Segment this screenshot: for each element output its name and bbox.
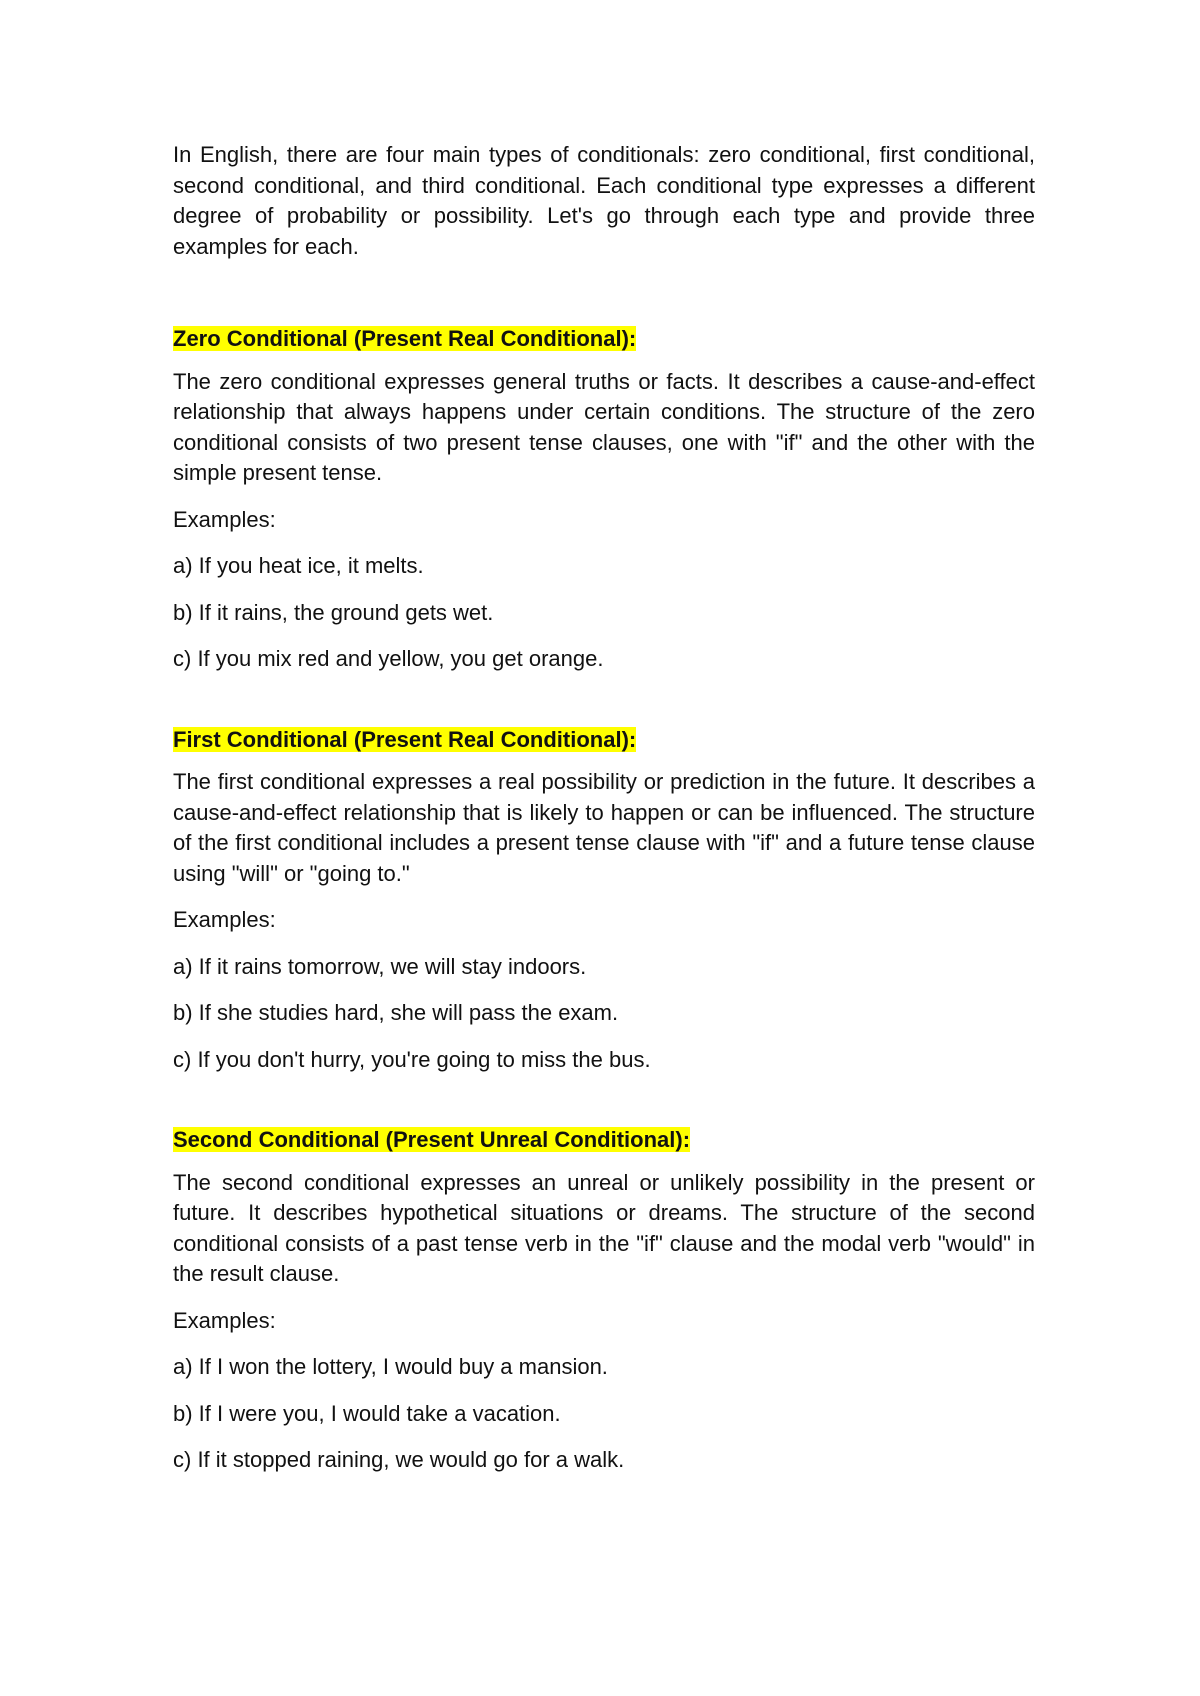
examples-label: Examples: [173, 506, 276, 532]
section-heading [173, 1125, 1035, 1156]
example-item: a) If I won the lottery, I would buy a mansion. [173, 1354, 608, 1379]
intro-paragraph: In English, there are four main types of conditionals: zero conditional, first conditional, second conditional, and third conditional. Each conditional type expresses a different degree of probability or possibility. Let's go through each type and provide three examples for each. [173, 142, 1035, 259]
section-first-conditional [173, 725, 1035, 1076]
section-zero-conditional [173, 324, 1035, 675]
section-description: The first conditional expresses a real possibility or prediction in the future. It describes a cause-and-effect relationship that is likely to happen or can be influenced. The structure of the first conditional includes a present tense clause with "if" and a future tense clause using "will" or "going to." [173, 769, 1035, 886]
section-description: The zero conditional expresses general truths or facts. It describes a cause-and-effect relationship that always happens under certain conditions. The structure of the zero conditional consists of two present tense clauses, one with "if" and the other with the simple present tense. [173, 368, 1035, 485]
highlighted-heading-text: Zero Conditional (Present Real Conditional): [173, 326, 637, 351]
document-page [173, 140, 1035, 1526]
example-item: a) If you heat ice, it melts. [173, 553, 424, 578]
examples-label: Examples: [173, 1307, 276, 1333]
section-heading [173, 725, 1035, 756]
example-item: c) If you don't hurry, you're going to miss the bus. [173, 1046, 651, 1072]
example-item: c) If it stopped raining, we would go for a walk. [173, 1447, 625, 1472]
examples-label: Examples: [173, 907, 276, 932]
highlighted-heading-text: First Conditional (Present Real Conditional): [173, 726, 637, 752]
section-description: The second conditional expresses an unreal or unlikely possibility in the present or future. It describes hypothetical situations or dreams. The structure of the second conditional consists of a past tense verb in the "if" clause and the modal verb "would" in the result clause. [173, 1169, 1035, 1286]
example-item: b) If it rains, the ground gets wet. [173, 599, 494, 625]
example-item: c) If you mix red and yellow, you get orange. [173, 646, 604, 671]
section-heading [173, 324, 1035, 355]
section-second-conditional [173, 1125, 1035, 1476]
highlighted-heading-text: Second Conditional (Present Unreal Conditional): [173, 1127, 691, 1152]
example-item: a) If it rains tomorrow, we will stay indoors. [173, 953, 587, 979]
example-item: b) If I were you, I would take a vacation. [173, 1400, 561, 1426]
example-item: b) If she studies hard, she will pass the exam. [173, 1000, 619, 1025]
